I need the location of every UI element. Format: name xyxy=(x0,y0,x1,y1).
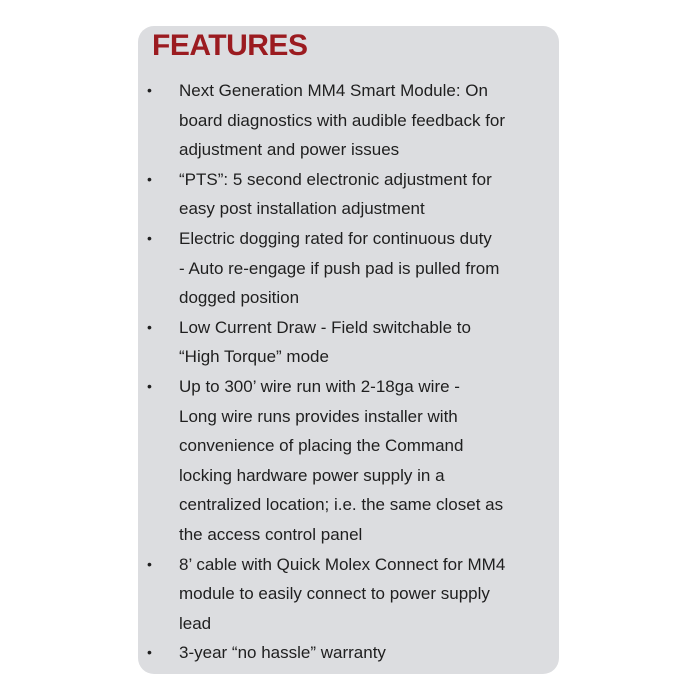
feature-text-line: 3-year “no hassle” warranty xyxy=(179,643,386,663)
feature-text-line: convenience of placing the Command xyxy=(179,436,464,456)
feature-text-line: “High Torque” mode xyxy=(179,347,329,367)
features-list xyxy=(138,76,559,668)
feature-text-line: locking hardware power supply in a xyxy=(179,465,445,485)
bullet-icon: • xyxy=(147,377,152,394)
list-item xyxy=(138,372,559,550)
feature-text-line: 8’ cable with Quick Molex Connect for MM4 xyxy=(179,554,506,574)
list-item xyxy=(138,224,559,313)
bullet-icon: • xyxy=(147,229,152,246)
bullet-icon: • xyxy=(147,644,152,661)
feature-text-line: adjustment and power issues xyxy=(179,140,400,160)
bullet-icon: • xyxy=(147,318,152,335)
feature-text-line: board diagnostics with audible feedback for xyxy=(179,110,506,130)
feature-text-line: Electric dogging rated for continuous duty xyxy=(179,228,492,248)
feature-text-line: easy post installation adjustment xyxy=(179,199,425,219)
list-item xyxy=(138,165,559,224)
list-item xyxy=(138,76,559,165)
feature-text-line: the access control panel xyxy=(179,524,363,544)
bullet-icon: • xyxy=(147,170,152,187)
features-panel xyxy=(138,26,559,674)
bullet-icon: • xyxy=(147,82,152,98)
feature-text-line: centralized location; i.e. the same closet as xyxy=(179,495,504,515)
feature-text-line: - Auto re-engage if push pad is pulled from xyxy=(179,258,500,278)
feature-text-line: Up to 300’ wire run with 2-18ga wire - xyxy=(179,376,460,396)
feature-text-line: Low Current Draw - Field switchable to xyxy=(179,317,471,337)
bullet-icon: • xyxy=(147,555,152,572)
feature-text-line: Long wire runs provides installer with xyxy=(179,406,458,426)
feature-text-line: dogged position xyxy=(179,288,300,308)
list-item xyxy=(138,313,559,372)
features-title: FEATURES xyxy=(152,29,308,62)
feature-text-line: lead xyxy=(179,613,212,633)
feature-text-line: Next Generation MM4 Smart Module: On xyxy=(179,81,488,100)
feature-text-line: “PTS”: 5 second electronic adjustment for xyxy=(179,169,492,189)
feature-text-line: module to easily connect to power supply xyxy=(179,584,490,604)
list-item xyxy=(138,550,559,639)
list-item xyxy=(138,638,559,668)
